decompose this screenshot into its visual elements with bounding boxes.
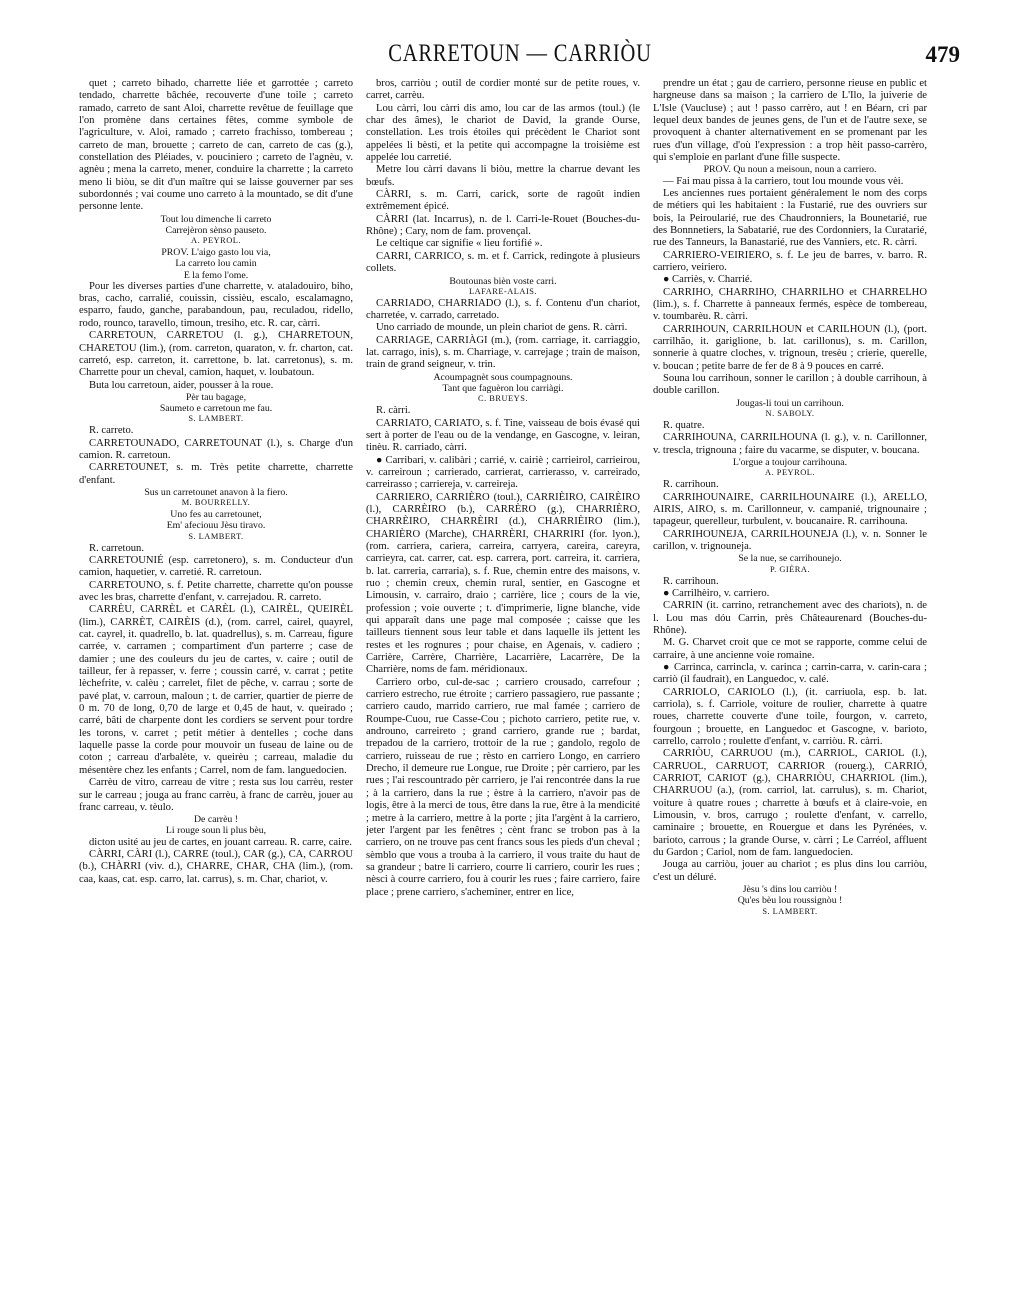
entry-paragraph: CARRETOUNET, s. m. Très petite charrette, charrette d'enfant. bbox=[79, 462, 353, 486]
citation-line: Uno fes au carretounet, bbox=[170, 509, 262, 521]
entry-paragraph: CARRIATO, CARIATO, s. f. Tine, vaisseau de bois évasé qui sert à porter de l'eau ou de la vendange, en Gascogne, v. leiran, tinèu. R. carriado, càrri. bbox=[366, 417, 640, 454]
citation-source: S. LAMBERT. bbox=[762, 906, 818, 916]
citation-line: Tout lou dimenche li carreto bbox=[160, 213, 272, 225]
citation-source: S. LAMBERT. bbox=[188, 414, 244, 424]
entry-paragraph: Le celtique car signifie « lieu fortifié ». bbox=[376, 238, 543, 250]
citation-line: Sus un carretounet anavon à la fiero. bbox=[144, 487, 288, 499]
entry-paragraph: prendre un état ; gau de carriero, personne rieuse en public et hargneuse dans sa maison ; la carriero de L'Ilo, la juiverie de L'Isle (Vaucluse) ; aut ! passo carrèro, aut ! en Béarn, cri par lequel deux bandes de jeunes gens, de l'un et de l'autre sexe, se provoquent à chanter alternativement en se promenant par les rues d'un village, d'où l'expression : a trop hèit passo-carrèro, qui s'emploie en parlant d'une fille suspecte. bbox=[653, 78, 927, 164]
entry-paragraph: CÀRRI, CÀRI (l.), CARRE (toul.), CAR (g.), CA, CARROU (b.), CHÀRRI (viv. d.), CHARRE, CHAR, CHA (lim.), (rom. caa, kaas, cat. esp. carro, lat. carrus), s. m. Char, chariot, v. bbox=[79, 848, 353, 885]
text-column-left bbox=[79, 78, 353, 1288]
citation-source: N. SABOLY. bbox=[765, 409, 815, 418]
citation-line: De carrèu ! bbox=[193, 814, 239, 826]
entry-paragraph: CARRIHOUNAIRE, CARRILHOUNAIRE (l.), ARELLO, AIRIS, AIRO, s. m. Carillonneur, v. campanié, trignounaire ; tapageur, querelleur, turbulent, v. boucanaire. R. carrihouna. bbox=[653, 491, 927, 528]
citation-source: P. GIÈRA. bbox=[769, 564, 811, 574]
entry-paragraph: ● Carribari, v. calibàri ; carrié, v. cairiè ; carrieirol, carrieirou, v. carreiroun ; carrierado, carrierat, carrierasso, v. carreirado, carreirasso ; carrierejа, v. carreireja. bbox=[366, 454, 640, 491]
entry-paragraph: CARRÈU, CARRÈL et CARÈL (l.), CAIRÈL, QUEIRÈL (lim.), CARRÈT, CAIRÈIS (d.), (rom. carrel, cairel, quayrel, cat. cayrel, it. quadrello, b. lat. quadrellus), s. m. Carreau, figure carrée, v. carramen ; compartiment d'un parterre ; case de damier ; une des couleurs du jeu de cartes, v. caire ; outil de tailleur, fer à repasser, v. ferre ; coussin carré, v. carrat ; petite lèchefrite, v. calèu ; carrelet, filet de pêche, v. carrau ; sorte de pavé plat, v. carroun, maloun ; t. de carrier, quartier de pierre de 0 m. 70 de long, 0,70 de large et 0,45 de haut, v. queirado ; carré, bâti de charpente dont les cordiers se servent pour tordre les torons, v. carret ; petit métier à dentelles ; coche dans laquelle passe la corde pour mouvoir un fuseau de laine ou de coton ; carreau d'arbalète, v. queirèu ; carreau, maladie du mésentère chez les enfants ; Carrel, nom de fam. languedocien. bbox=[79, 604, 353, 776]
citation-line: Tant que faguèron lou carriàgi. bbox=[442, 382, 564, 394]
entry-paragraph: Metre lou càrri davans li biòu, mettre la charrue devant les bœufs. bbox=[366, 164, 640, 188]
citation-line: Saumeto e carretoun me fau. bbox=[159, 403, 273, 415]
citation-line: La carreto lou camin bbox=[175, 258, 257, 270]
citation-line: Boutounas bièn voste carri. bbox=[449, 275, 557, 287]
entry-paragraph: Pour les diverses parties d'une charrette, v. ataladouiro, biho, bras, cacho, carralié, couissin, cissièu, escalo, escalamagno, esparro, faudo, ganche, parabandoun, pau, reculadou, ridello, rodo, rounco, taravello, timoun, tresiho, etc. R. car, càrri. bbox=[79, 280, 353, 329]
entry-paragraph: — Fai mau pissa à la carriero, tout lou mounde vous vèi. bbox=[663, 175, 904, 187]
entry-paragraph: CARRETOUNIÉ (esp. carretonero), s. m. Conducteur d'un camion, haquetier, v. carretié. R. carretoun. bbox=[79, 554, 353, 579]
entry-paragraph: CARRIERO-VEIRIERO, s. f. Le jeu de barres, v. barro. R. carriero, veiriero. bbox=[653, 249, 927, 274]
entry-paragraph: R. carreto. bbox=[89, 425, 134, 437]
running-head bbox=[80, 40, 960, 74]
citation-source: A. PEYROL. bbox=[765, 468, 815, 478]
entry-paragraph: ● Carrinca, carrincla, v. carinca ; carrin-carra, v. carin-cara ; carriò (il faudrait), en Languedoc, v. calé. bbox=[653, 661, 927, 686]
citation-line: Pèr tau bagage, bbox=[185, 391, 247, 403]
page-title: CARRETOUN — CARRIÒU bbox=[388, 40, 652, 67]
entry-paragraph: CARRIHOUNEJA, CARRILHOUNEJA (l.), v. n. Sonner le carillon, v. trignouneja. bbox=[653, 528, 927, 552]
entry-paragraph: M. G. Charvet croit que ce mot se rapporte, comme celui de carraire, à une ancienne voie romaine. bbox=[653, 637, 927, 661]
entry-paragraph: R. càrri. bbox=[376, 405, 411, 417]
citation-source: S. LAMBERT. bbox=[188, 531, 244, 541]
entry-paragraph: R. carrihoun. bbox=[663, 575, 719, 587]
citation-line: Jougas-li toui un carrihoun. bbox=[736, 397, 844, 409]
citation-line: Jèsu 's dins lou carriòu ! bbox=[742, 884, 838, 896]
entry-paragraph: CÀRRI (lat. Incarrus), n. de l. Carri-le-Rouet (Bouches-du-Rhône) ; Cary, nom de fam. provençal. bbox=[366, 213, 640, 238]
entry-paragraph: Carriero orbo, cul-de-sac ; carriero crousado, carrefour ; carriero estrecho, rue étroite ; carriero passagiero, rue passante ; carriero caudo, marrido carriero, rue mal famée ; carriero de Roumpe-Cuou, rue Casse-Cou ; pichoto carriero, petite rue, v. androuno, carreireto ; grand carriero, grande rue ; bardat, trepadou de la carriero, trottoir de la rue ; gandolo, regolo de carriero, ruisseau de rue ; rèsto en carriero Longo, en carriero Drecho, il demeure rue Longue, rue Droite ; pèr carriero, par les rues ; l'ai rescountrado pèr carriero, je l'ai rencontrée dans la rue ; à la carriero, dans la rue ; èstre à la carriero, n'avoir pas de logis, être à la merci de tous, être dans la rue, être à la mendicité ; metre à la carriero, mettre à la porte ; jita l'argènt à la carriero, jeter l'argent par les fenêtres ; cènt franc se trobon pas à la carriero, on ne trouve pas cent francs sous les pieds d'un cheval ; sèmblo que vous a trouba à la carriero, il vous traite du haut de sa grandeur ; batre li carriero, courre li carriero, courir les rues ; nèsci à courre carriero, fou à courir les rues ; faire carriero, faire place ; prene carriero, s'acheminer, entrer en lice, bbox=[366, 676, 640, 898]
entry-paragraph: CARRIÒU, CARRUOU (m.), CARRIOL, CARIOL (l.), CARRUOL, CARRUOT, CARRIOR (rouerg.), CARRIÓ, CARRIOT, CARIOT (g.), CHARRIÒU, CHARRIOL (lim.), CHARRUOU (a.), (rom. carriol, lat. carrulus), s. m. Chariot, voiture à quatre roues ; charrette à bœufs et à claire-voie, en Limousin, v. bros, carrugo ; roulette d'enfant, v. carrello, caminaire ; brouette, en Rouergue et dans les Pyrénées, v. barioto, carrous ; la grande Ourse, v. càrri ; Le Carréol, affluent du Gardon ; Cariol, nom de fam. languedocien. bbox=[653, 748, 927, 859]
entry-paragraph: CARRIADO, CHARRIADO (l.), s. f. Contenu d'un chariot, charretée, v. carrado, carretado. bbox=[366, 297, 640, 322]
entry-paragraph: quet ; carreto bihado, charrette liée et garrottée ; carreto tendado, charrette bâchée, recouverte d'une toile ; carreto ramado, carreto de sant Aloi, charrette revêtue de feuillage que l'on promène dans certaines fêtes, comme symbole de l'agriculture, v. Aloi, ramado ; carreto frachisso, tombereau ; carreto de man, brouette ; carreto de can, carreto de cas (g.), constellation des Pléiades, v. pouciniero ; carreto de l'agnèu, v. agnèu ; mena la carreto, mener, conduire la charrette ; la carreto meno li biòu, se dit d'un maître qui se laisse gouverner par ses subordonnés ; vai coume uno carreto à la mountado, se dit d'une personne lente. bbox=[79, 78, 353, 213]
citation-line: Li rouge soun li plus bèu, bbox=[165, 825, 267, 837]
entry-paragraph: CARRETOUNADO, CARRETOUNAT (l.), s. Charge d'un camion. R. carretoun. bbox=[79, 437, 353, 461]
entry-paragraph: CÀRRI, s. m. Carri, carick, sorte de ragoût indien extrêmement épicé. bbox=[366, 189, 640, 213]
entry-paragraph: R. carretoun. bbox=[89, 542, 145, 554]
citation-line: Se la nue, se carrihounejo. bbox=[738, 553, 842, 565]
entry-paragraph: R. carrihoun. bbox=[663, 479, 719, 491]
entry-paragraph: bros, carriòu ; outil de cordier monté sur de petite roues, v. carret, carrèu. bbox=[366, 78, 640, 102]
entry-paragraph: CARRIN (it. carrino, retranchement avec des chariots), n. de l. Lou mas dóu Carrin, près Châteaurenard (Bouches-du-Rhône). bbox=[653, 600, 927, 636]
text-column-middle bbox=[366, 78, 640, 1288]
entry-paragraph: R. quatre. bbox=[663, 420, 705, 431]
citation-source: M. BOURRELLY. bbox=[181, 498, 251, 508]
entry-paragraph: Les anciennes rues portaient généralement le nom des corps de métiers qui les habitaient : la Fustarié, rue des ouvriers sur bois, la Peiroularié, rue des Chaudronniers, la Bounetarié, rue des Bonnnetiers, la Sabatarié, rue des Cordonniers, la Curatarié, rue des Tanneurs, la Banastarié, rue des Vanniers, etc. R. càrri. bbox=[653, 187, 927, 249]
entry-paragraph: CARRETOUNO, s. f. Petite charrette, charrette qu'on pousse avec les bras, charrette d'enfant, v. carrejadou. R. carreto. bbox=[79, 579, 353, 603]
citation-line: E la femo l'ome. bbox=[183, 269, 249, 281]
entry-paragraph: CARRIHOUNA, CARRILHOUNA (l. g.), v. n. Carillonner, v. trescla, trignouna ; faire du vacarme, se disputer, v. boucana. bbox=[653, 432, 927, 456]
entry-paragraph: Uno carriado de mounde, un plein chariot de gens. R. càrri. bbox=[376, 322, 628, 334]
entry-paragraph: CARRIAGE, CARRIÀGI (m.), (rom. carriage, it. carriaggio, lat. carrago, inis), s. m. Charriage, v. carrejage ; train de maison, train de grand seigneur, v. trin. bbox=[366, 334, 640, 371]
entry-paragraph: Souna lou carrihoun, sonner le carillon ; à double carrihoun, à double carillon. bbox=[653, 373, 927, 397]
citation-line: Carrejèron sènso pauseto. bbox=[165, 224, 267, 236]
entry-paragraph: dicton usité au jeu de cartes, en jouant carreau. R. carre, caire. bbox=[89, 836, 352, 848]
citation-source: C. BRUEYS. bbox=[478, 394, 528, 404]
citation-line: Em' afeciouu Jèsu tiravo. bbox=[166, 520, 266, 532]
entry-paragraph: CARRETOUN, CARRETOU (l. g.), CHARRETOUN, CHARETOU (lim.), (rom. carreton, quaraton, v. fr. charton, cat. carretó, esp. carreton, it. carrettone, b. lat. carretonus), s. m. Charrette pour un cheval, camion, haquet, v. loubatoun. bbox=[79, 330, 353, 379]
entry-paragraph: Buta lou carretoun, aider, pousser à la roue. bbox=[89, 379, 274, 391]
text-column-right bbox=[653, 78, 927, 1288]
citation-line: Qu'es bèu lou roussignòu ! bbox=[737, 895, 843, 907]
entry-paragraph: CARRIOLO, CARIOLO (l.), (it. carriuola, esp. b. lat. carriola), s. f. Carriole, voiture de roulier, charrette à quatre roues, charrette couverte d'une toile, fourgon, v. carreto, fourgoun ; brouette, en Languedoc et Gascogne, v. barioto, carrello, carrolo ; roulette d'enfant, v. carriòu. R. càrri. bbox=[653, 686, 927, 747]
entry-paragraph: Carrèu de vitro, carreau de vitre ; resta sus lou carrèu, rester sur le carreau ; jouga au franc carrèu, à franc de carrèu, jouer au franc carreau, v. tèulo. bbox=[79, 777, 353, 813]
citation-line: PROV. Qu noun a meisoun, noun a carriero. bbox=[703, 164, 877, 176]
entry-paragraph: CARRIHO, CHARRIHO, CHARRILHO et CHARRELHO (lim.), s. f. Charrette à panneaux fermés, espèce de tombereau, v. toumbarèu. R. càrri. bbox=[653, 286, 927, 323]
entry-paragraph: CARRI, CARRICO, s. m. et f. Carrick, redingote à plusieurs collets. bbox=[366, 250, 640, 275]
entry-paragraph: CARRIERO, CARRIÈRO (toul.), CARRIÈIRO, CAIRÈIRO (l.), CARRÈIRO (b.), CARRÈRO (g.), CHARRIÈRO, CHARRÈIRO, CHARRÈIRI (d.), CHARRIÈIRO (lim.), CHARIÈRO (Marche), CHARRÈRI, CHARRIRI (for. lyon.), (rom. carriera, cariera, carreira, carryera, careira, careyra, carrieyra, cat. carrer, cat. esp. carrera, port. carreira, it. carriera, b. lat. carreria, carraria), s. f. Rue, chemin entre des maisons, v. ruo ; chemin creux, chemin rural, sentier, en Gascogne et Limousin, v. carrairo, draio ; carrière, lice ; cours de la vie, profession ; voie ouverte ; t. d'imprimerie, ligne blanche, vide qui apparaît dans une page mal composée ; caisse que les tailleurs tiennent sous leur table et dans laquelle ils jettent les restes et les rognures ; pour chaise, en Agenais, v. cadiero ; Carrière, Carrère, Charrière, Lacarrière, Lacarrère, De la Charrière, noms de fam. méridionaux. bbox=[366, 491, 640, 676]
entry-paragraph: Lou càrri, lou càrri dis amo, lou car de las armos (toul.) (le char des âmes), le chariot de David, la grande Ourse, constellation. Les trois étoiles qui précèdent le Chariot sont appelées li bèsti, et la petite qui accompagne la troisième est appelée lou carretié. bbox=[366, 102, 640, 164]
citation-line: Acoumpagnèt sous coumpagnouns. bbox=[433, 371, 573, 383]
citation-line: L'orgue a toujour carrihouna. bbox=[732, 457, 848, 469]
entry-paragraph: ● Carriès, v. Charrié. bbox=[663, 274, 753, 286]
entry-paragraph: ● Carrilhèiro, v. carriero. bbox=[663, 587, 770, 599]
citation-source: A. PEYROL. bbox=[191, 236, 241, 246]
citation-line: PROV. L'aigo gasto lou via, bbox=[161, 247, 271, 259]
citation-source: LAFARE-ALAIS. bbox=[469, 286, 537, 296]
entry-paragraph: Jouga au carriòu, jouer au chariot ; es plus dins lou carriòu, c'est un déluré. bbox=[653, 859, 927, 883]
page-number: 479 bbox=[925, 42, 960, 67]
entry-paragraph: CARRIHOUN, CARRILHOUN et CARILHOUN (l.), (port. carrilhão, it. gariglione, b. lat. carillonus), s. m. Carillon, sonnerie à quatre cloches, v. trignoun, tresèu ; crierie, querelle, v. boucan ; petite barre de fer de 8 à 9 pouces en carré. bbox=[653, 323, 927, 372]
